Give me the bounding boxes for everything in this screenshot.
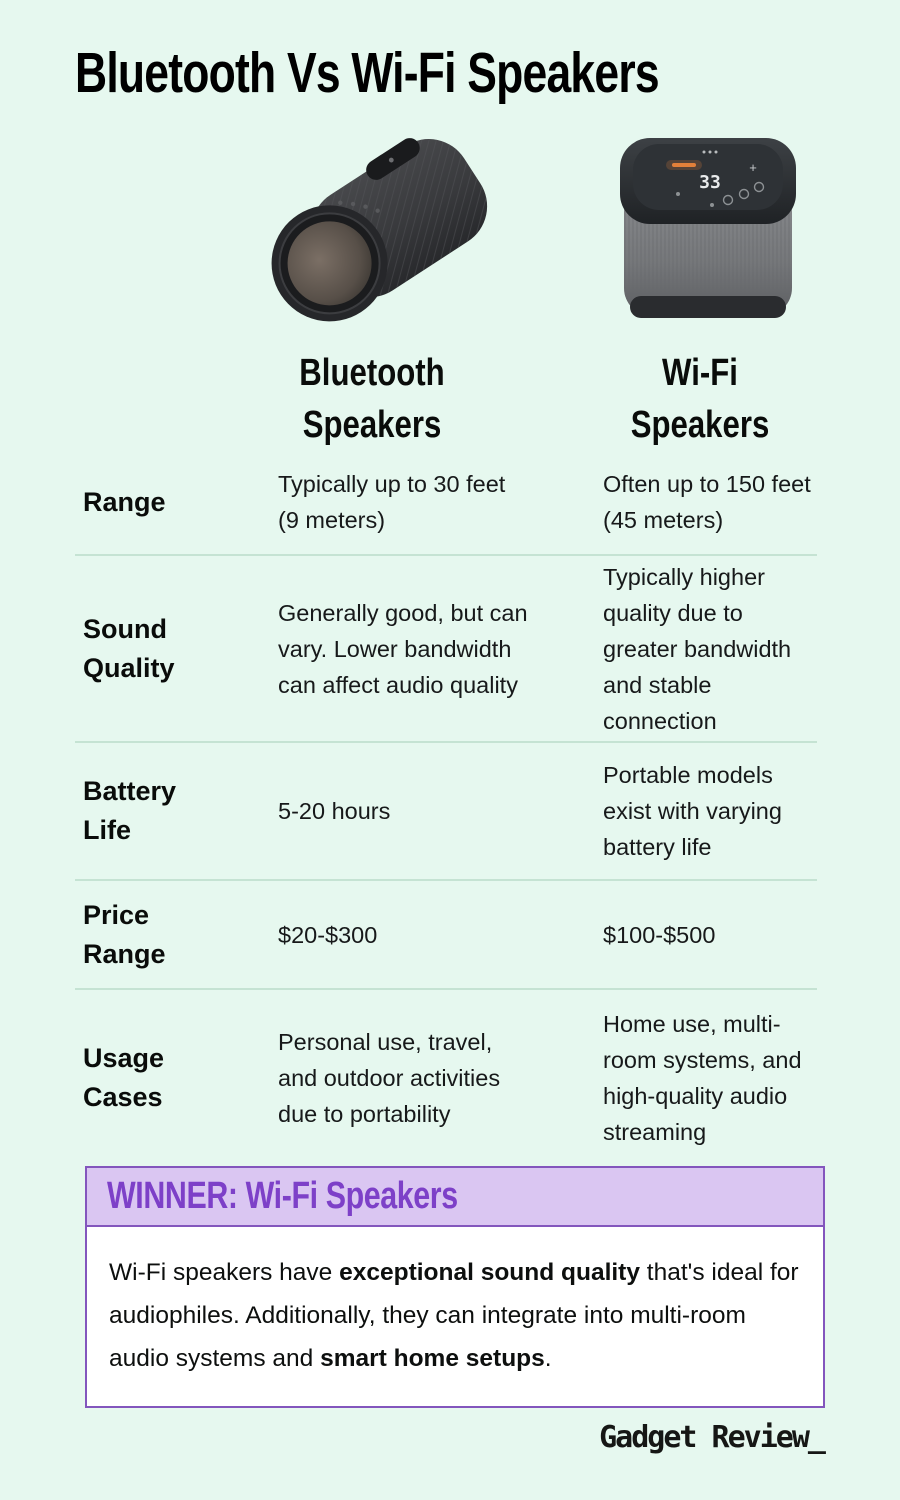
row-label: Range	[83, 486, 166, 517]
winner-box	[85, 1166, 825, 1408]
speaker-display-value: 33	[699, 172, 721, 193]
comparison-table	[75, 450, 817, 1165]
page-title: Bluetooth Vs Wi-Fi Speakers	[75, 41, 659, 105]
column-header-wifi: Wi-Fi Speakers	[630, 352, 770, 446]
winner-heading: WINNER: Wi-Fi Speakers	[107, 1175, 458, 1217]
cell-wifi: Home use, multi-room systems, and high-quality audio streaming	[603, 1010, 802, 1145]
winner-body-text: Wi-Fi speakers have exceptional sound quality that's ideal for audiophiles. Additionally, they can integrate into multi-room audio systems and smart home setups.	[109, 1259, 799, 1372]
wifi-speaker-image	[616, 130, 800, 330]
row-label: Usage Cases	[83, 1042, 165, 1112]
cell-bluetooth: Generally good, but can vary. Lower bandwidth can affect audio quality	[278, 599, 528, 698]
table-row-battery-life	[75, 743, 817, 881]
cell-wifi: Often up to 150 feet (45 meters)	[603, 471, 811, 533]
row-label: Battery Life	[83, 776, 177, 845]
cell-wifi: $100-$500	[603, 921, 716, 948]
bluetooth-speaker-image	[246, 116, 506, 344]
plus-icon: +	[749, 160, 757, 175]
row-label: Sound Quality	[83, 613, 175, 683]
cell-bluetooth: Personal use, travel, and outdoor activities due to portability	[278, 1028, 501, 1127]
column-header-bluetooth: Bluetooth Speakers	[299, 352, 445, 446]
winner-header-band	[87, 1168, 823, 1227]
cell-wifi: Typically higher quality due to greater bandwidth and stable connection	[603, 563, 792, 734]
cell-wifi: Portable models exist with varying battery life	[603, 762, 782, 860]
table-row-sound-quality	[75, 556, 817, 743]
cell-bluetooth: 5-20 hours	[278, 798, 391, 824]
table-row-usage-cases	[75, 990, 817, 1165]
table-row-price-range	[75, 881, 817, 990]
table-row-range	[75, 450, 817, 556]
cell-bluetooth: Typically up to 30 feet (9 meters)	[278, 471, 506, 533]
brand-logo: Gadget Review_	[599, 1420, 824, 1455]
row-label: Price Range	[83, 899, 166, 969]
cell-bluetooth: $20-$300	[278, 921, 378, 948]
